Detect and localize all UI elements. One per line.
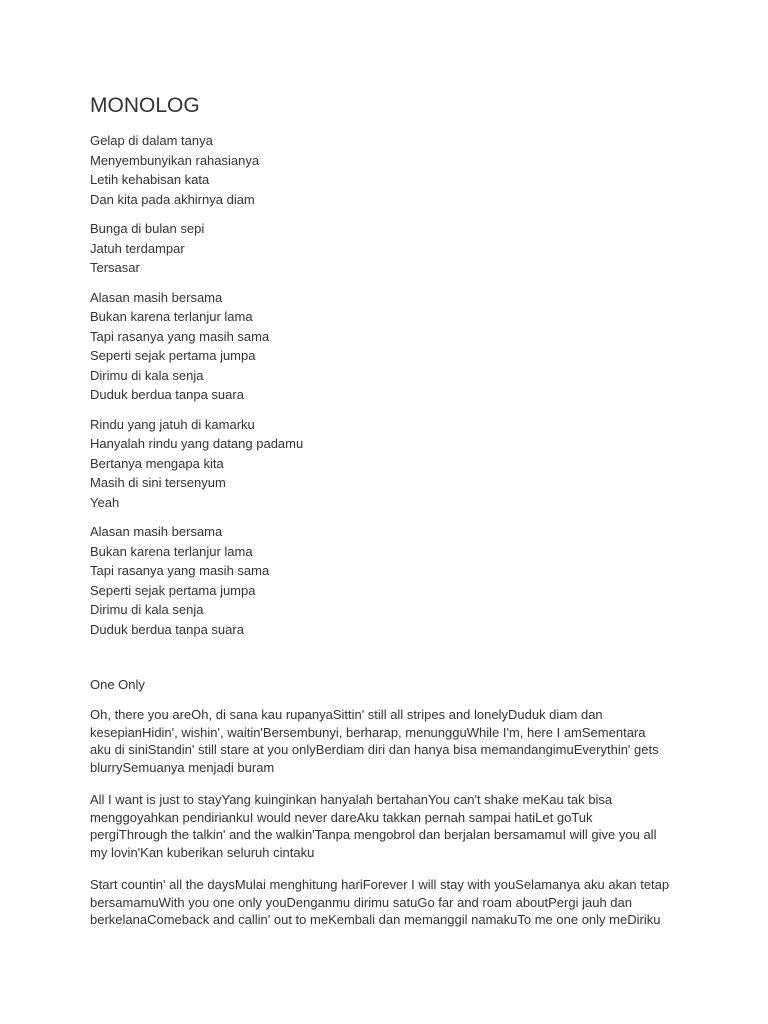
lyric-line: Rindu yang jatuh di kamarku — [90, 416, 255, 432]
paragraph-line: berkelanaComeback and callin' out to meKembali dan memanggil namakuTo me one only meDiriku — [90, 912, 661, 927]
lyric-line: Seperti sejak pertama jumpa — [90, 582, 256, 598]
stanza — [90, 131, 690, 209]
second-song-title: One Only — [90, 677, 145, 692]
lyric-line: Yeah — [90, 494, 120, 510]
lyric-line: Seperti sejak pertama jumpa — [90, 348, 256, 363]
paragraph-line: bersamamuWith you one only youDenganmu dirimu satuGo far and roam aboutPergi jauh dan — [90, 894, 632, 910]
stanza — [90, 219, 690, 278]
lyric-paragraph — [90, 876, 690, 929]
lyric-paragraph — [90, 706, 690, 776]
lyric-line: Duduk berdua tanpa suara — [90, 621, 244, 637]
paragraph-line: kesepianHidin', wishin', waitin'Bersembunyi, berharap, menungguWhile I'm, here I amSementara — [90, 724, 646, 740]
lyric-line: Masih di sini tersenyum — [90, 475, 226, 490]
lyric-line: Bunga di bulan sepi — [90, 221, 205, 236]
paragraph-line: menggoyahkan pendiriankuI would never dareAku takkan pernah sampai hatiLet goTuk — [90, 809, 593, 825]
lyric-paragraph — [90, 791, 690, 861]
document-page — [90, 94, 690, 944]
lyric-line: Tersasar — [90, 260, 140, 275]
lyric-line: Gelap di dalam tanya — [90, 133, 213, 148]
paragraph-line: blurrySemuanya menjadi buram — [90, 759, 275, 775]
lyric-line: Bukan karena terlanjur lama — [90, 543, 253, 559]
lyric-line: Alasan masih bersama — [90, 289, 223, 305]
lyric-line: Bertanya mengapa kita — [90, 455, 224, 471]
lyric-line: Dirimu di kala senja — [90, 602, 204, 617]
lyric-line: Duduk berdua tanpa suara — [90, 387, 244, 402]
lyric-line: Letih kehabisan kata — [90, 172, 210, 187]
lyric-line: Dan kita pada akhirnya diam — [90, 191, 255, 207]
song-title: MONOLOG — [90, 94, 200, 117]
lyric-line: Bukan karena terlanjur lama — [90, 309, 253, 324]
paragraph-line: All I want is just to stayYang kuinginkan hanyalah bertahanYou can't shake meKau tak bisa — [90, 792, 613, 807]
lyric-line: Jatuh terdampar — [90, 240, 185, 256]
paragraph-line: Start countin' all the daysMulai menghitung hariForever I will stay with youSelamanya aku akan tetap — [90, 877, 670, 892]
stanza — [90, 522, 690, 639]
paragraph-line: pergiThrough the talkin' and the walkin'Tanpa mengobrol dan berjalan bersamamuI will give you all — [90, 827, 657, 842]
lyric-line: Tapi rasanya yang masih sama — [90, 563, 270, 578]
stanza — [90, 288, 690, 405]
lyric-line: Tapi rasanya yang masih sama — [90, 328, 270, 344]
lyric-line: Menyembunyikan rahasianya — [90, 152, 260, 168]
lyric-line: Hanyalah rindu yang datang padamu — [90, 436, 304, 451]
paragraph-line: my lovin'Kan kuberikan seluruh cintaku — [90, 844, 315, 860]
paragraph-line: aku di siniStandin' still stare at you onlyBerdiam diri dan hanya bisa memandangimuEverythin' gets — [90, 742, 659, 757]
stanza — [90, 415, 690, 513]
paragraph-line: Oh, there you areOh, di sana kau rupanyaSittin' still all stripes and lonelyDuduk diam dan — [90, 707, 603, 722]
lyric-line: Alasan masih bersama — [90, 524, 223, 539]
lyric-line: Dirimu di kala senja — [90, 367, 204, 383]
